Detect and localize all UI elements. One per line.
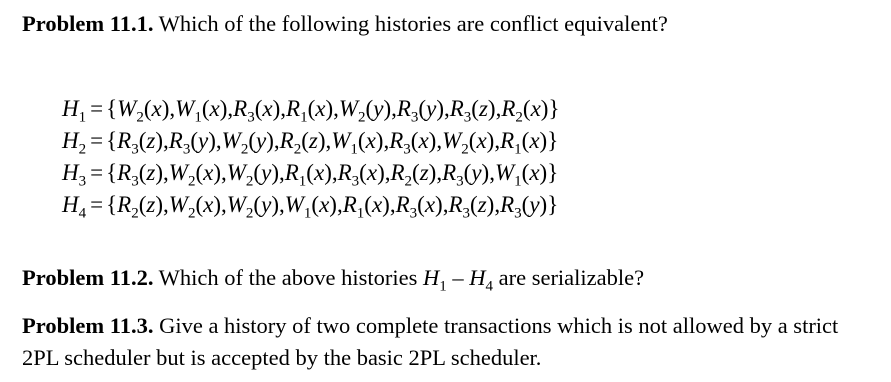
close-brace: }: [547, 160, 559, 185]
history-operation: $W_1(x)$: [175, 96, 228, 126]
problem-11-3: [22, 310, 869, 374]
history-operation: $W_2(x)$: [117, 96, 170, 126]
history-name: $H_4$: [62, 192, 87, 222]
history-operation: $W_1(x)$: [331, 128, 384, 158]
problem-label: Problem 11.3.: [22, 313, 154, 338]
history-operation: $W_2(x)$: [168, 192, 221, 222]
history-operation: $W_1(x)$: [494, 160, 548, 190]
history-operation: $R_1(x)$: [342, 192, 390, 222]
close-brace: }: [548, 96, 560, 121]
history-operation: $R_3(y)$: [168, 128, 216, 158]
history-operation: $R_3(y)$: [442, 160, 490, 190]
history-operation: $R_1(x)$: [286, 96, 334, 126]
history-operation: $W_2(y)$: [226, 192, 279, 222]
history-equation: $H_1 = \{W_2(x),W_1(x),R_3(x),R_1(x),W_2(y),R_3(y),R_3(z),R_2(x)\}$: [62, 96, 560, 126]
open-brace: {: [106, 192, 118, 217]
history-operation: $W_2(y)$: [226, 160, 279, 190]
range-end: $H_4$: [469, 265, 493, 295]
close-brace: }: [547, 192, 559, 217]
equals-sign: =: [90, 96, 104, 121]
history-operation: $R_3(x)$: [395, 192, 443, 222]
history-operation: $W_2(y)$: [221, 128, 274, 158]
history-name: $H_1$: [62, 96, 87, 126]
history-operation: $R_2(x)$: [501, 96, 549, 126]
problem-label: Problem 11.1.: [22, 11, 154, 36]
range-start: $H_1$: [422, 265, 447, 295]
history-operation: $R_3(y)$: [396, 96, 444, 126]
history-operation: $R_2(z)$: [117, 192, 164, 222]
history-operation: $R_2(z)$: [279, 128, 326, 158]
problem-text: Give a history of two complete transactions which is not allowed by a strict 2PL scheduler but is accepted by the basic 2PL scheduler.: [22, 313, 839, 370]
history-equation: $H_3 = \{R_3(z),W_2(x),W_2(y),R_1(x),R_3(x),R_2(z),R_3(y),W_1(x)\}$: [62, 160, 559, 190]
history-equation: $H_4 = \{R_2(z),W_2(x),W_2(y),W_1(x),R_1(x),R_3(x),R_3(z),R_3(y)\}$: [62, 192, 559, 222]
open-brace: {: [106, 128, 118, 153]
history-operation: $R_3(z)$: [449, 96, 496, 126]
history-operation: $R_3(x)$: [233, 96, 281, 126]
history-operation: $R_1(x)$: [284, 160, 332, 190]
history-operation: $W_2(x)$: [442, 128, 495, 158]
history-equation: $H_2 = \{R_3(z),R_3(y),W_2(y),R_2(z),W_1(x),R_3(x),W_2(x),R_1(x)\}$: [62, 128, 559, 158]
history-operation: $R_3(z)$: [117, 160, 164, 190]
problem-text: Which of the following histories are conflict equivalent?: [158, 11, 668, 36]
equals-sign: =: [90, 160, 104, 185]
history-operation: $W_2(x)$: [168, 160, 221, 190]
range-dash: –: [446, 265, 470, 290]
close-brace: }: [547, 128, 559, 153]
history-operation: $R_3(x)$: [389, 128, 437, 158]
open-brace: {: [106, 96, 118, 121]
history-operation: $W_1(x)$: [284, 192, 337, 222]
equals-sign: =: [90, 128, 104, 153]
history-operation: $R_1(x)$: [500, 128, 548, 158]
history-operation: $R_3(z)$: [448, 192, 495, 222]
history-operation: $R_3(z)$: [117, 128, 164, 158]
history-name: $H_3$: [62, 160, 87, 190]
history-name: $H_2$: [62, 128, 87, 158]
problem-11-2: [22, 262, 869, 303]
history-operation: $R_3(x)$: [337, 160, 385, 190]
problem-11-1: [22, 8, 869, 40]
equals-sign: =: [90, 192, 104, 217]
history-operation: $W_2(y)$: [338, 96, 392, 126]
problem-text-after: are serializable?: [492, 265, 645, 290]
problem-label: Problem 11.2.: [22, 265, 154, 290]
history-operation: $R_2(z)$: [390, 160, 437, 190]
history-operation: $R_3(y)$: [500, 192, 548, 222]
open-brace: {: [106, 160, 118, 185]
problem-text-before: Which of the above histories: [158, 265, 423, 290]
